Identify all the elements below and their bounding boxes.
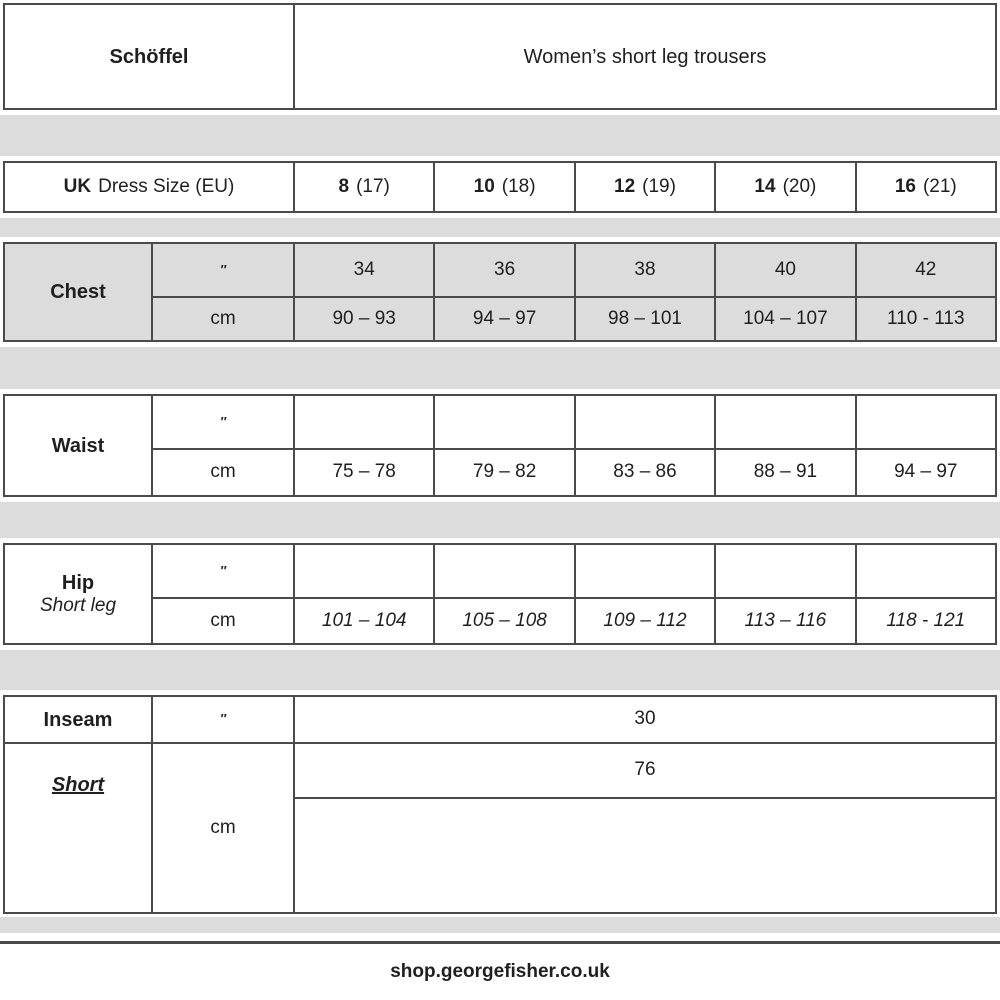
waist-cm-value: 79 – 82 — [433, 448, 573, 495]
hip-sublabel: Short leg — [39, 594, 117, 616]
hip-cm-value: 118 - 121 — [855, 597, 995, 643]
dress-size-label-uk: UK — [63, 175, 92, 197]
eu-size: (19) — [642, 175, 676, 197]
uk-size: 8 — [338, 175, 350, 197]
hip-inch-value — [293, 545, 433, 597]
waist-inch-value — [293, 396, 433, 448]
waist-cm-value: 88 – 91 — [714, 448, 854, 495]
inseam-inch-value: 30 — [293, 697, 995, 744]
hip-inch-value — [574, 545, 714, 597]
hip-cm-value: 101 – 104 — [293, 597, 433, 643]
cm-unit-cell: cm — [151, 448, 293, 495]
hip-section — [3, 543, 997, 645]
chest-inch-value: 42 — [855, 244, 995, 296]
size-cell — [433, 163, 573, 211]
chest-label-cell — [5, 244, 151, 340]
waist-label: Waist — [51, 434, 105, 457]
separator-band — [0, 645, 1000, 695]
shop-url: shop.georgefisher.co.uk — [390, 961, 610, 982]
chest-label: Chest — [50, 281, 106, 303]
chest-inch-value: 36 — [433, 244, 573, 296]
hip-cm-value: 109 – 112 — [574, 597, 714, 643]
eu-size: (18) — [501, 175, 536, 197]
short-label: Short — [51, 774, 105, 796]
chest-cm-value: 110 - 113 — [855, 296, 995, 340]
footer — [0, 944, 1000, 1000]
inch-unit-cell: ″ — [151, 545, 293, 597]
hip-cm-value: 113 – 116 — [714, 597, 854, 643]
product-title: Women’s short leg trousers — [293, 5, 995, 108]
hip-inch-value — [433, 545, 573, 597]
uk-size: 12 — [614, 175, 636, 197]
hip-label-cell — [5, 545, 151, 643]
dress-size-label-rest: Dress Size (EU) — [98, 175, 235, 197]
empty-cell — [293, 799, 995, 912]
hip-inch-value — [855, 545, 995, 597]
waist-section — [3, 394, 997, 497]
chest-cm-value: 90 – 93 — [293, 296, 433, 340]
separator-band — [0, 497, 1000, 543]
table-header-row — [3, 3, 997, 110]
inch-unit-cell: ″ — [151, 244, 293, 296]
chest-cm-value: 94 – 97 — [433, 296, 573, 340]
size-cell — [714, 163, 854, 211]
size-cell — [293, 163, 433, 211]
uk-size: 16 — [894, 175, 916, 197]
chest-inch-value: 40 — [714, 244, 854, 296]
dress-size-row — [3, 161, 997, 213]
inseam-label: Inseam — [5, 697, 151, 744]
hip-label: Hip — [61, 571, 95, 594]
cm-unit-cell: cm — [151, 597, 293, 643]
chest-inch-value: 38 — [574, 244, 714, 296]
size-cell — [855, 163, 995, 211]
inch-unit-cell: ″ — [151, 697, 293, 744]
spacer — [0, 933, 1000, 941]
hip-inch-value — [714, 545, 854, 597]
chest-section — [3, 242, 997, 342]
uk-size: 14 — [754, 175, 776, 197]
brand-name: Schöffel — [109, 45, 189, 68]
hip-cm-value: 105 – 108 — [433, 597, 573, 643]
uk-size: 10 — [473, 175, 495, 197]
inseam-section — [3, 695, 997, 914]
separator-band — [0, 110, 1000, 161]
waist-inch-value — [574, 396, 714, 448]
waist-inch-value — [855, 396, 995, 448]
waist-cm-value: 83 – 86 — [574, 448, 714, 495]
waist-inch-value — [714, 396, 854, 448]
eu-size: (21) — [922, 175, 957, 197]
chest-cm-value: 104 – 107 — [714, 296, 854, 340]
eu-size: (17) — [356, 175, 390, 197]
separator-band — [0, 917, 1000, 933]
dress-size-label — [5, 163, 293, 211]
cm-unit-cell: cm — [151, 744, 293, 912]
chest-inch-value: 34 — [293, 244, 433, 296]
waist-inch-value — [433, 396, 573, 448]
eu-size: (20) — [782, 175, 817, 197]
inseam-cm-value: 76 — [293, 744, 995, 799]
size-cell — [574, 163, 714, 211]
waist-label-cell — [5, 396, 151, 495]
waist-cm-value: 94 – 97 — [855, 448, 995, 495]
cm-unit-cell: cm — [151, 296, 293, 340]
separator-band — [0, 213, 1000, 242]
chest-cm-value: 98 – 101 — [574, 296, 714, 340]
waist-cm-value: 75 – 78 — [293, 448, 433, 495]
inch-unit-cell: ″ — [151, 396, 293, 448]
separator-band — [0, 342, 1000, 394]
